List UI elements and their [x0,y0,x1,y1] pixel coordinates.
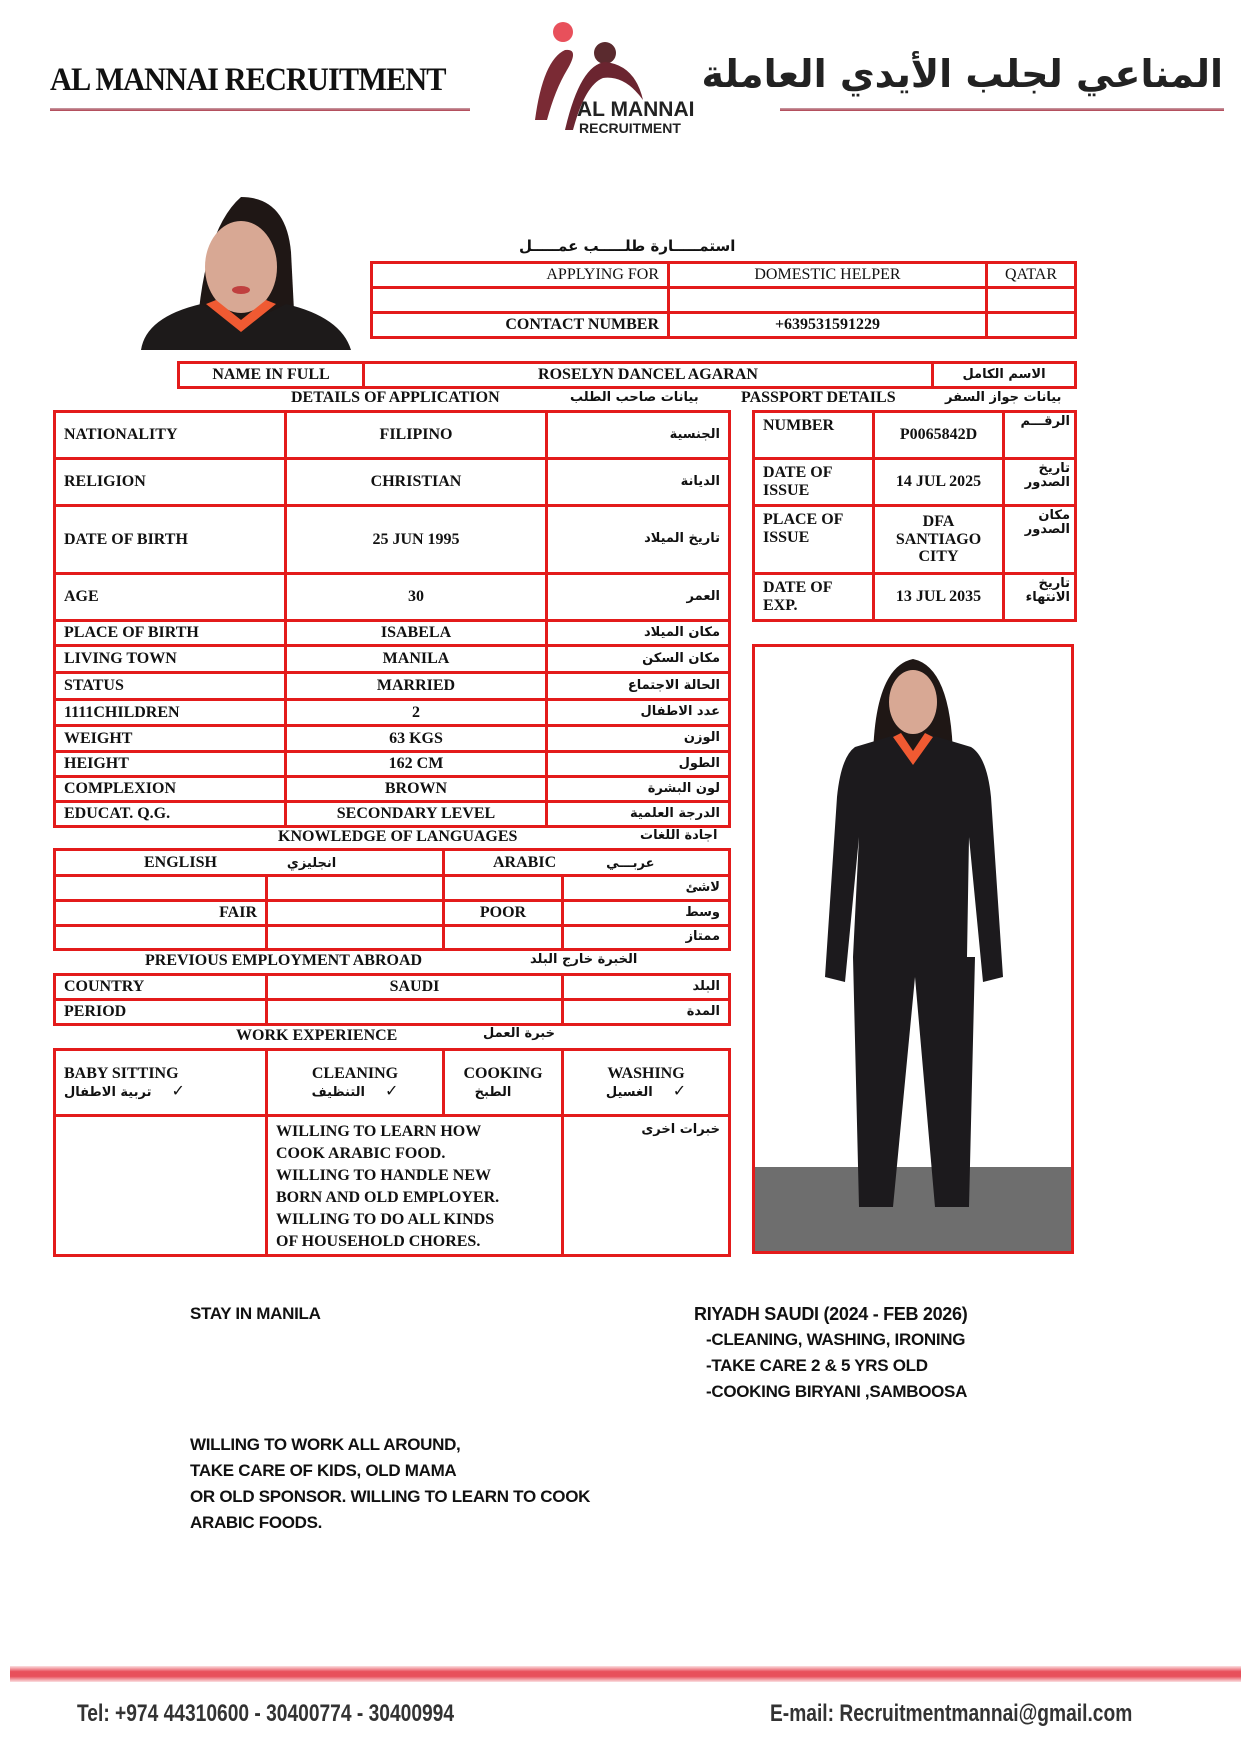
details-row [55,459,730,506]
detail-value: 30 [286,574,547,621]
details-row [55,574,730,621]
detail-value: 162 CM [286,752,547,777]
passport-row [754,459,1076,506]
detail-label: RELIGION [55,459,286,506]
footer-email: E-mail: Recruitmentmannai@gmail.com [770,1700,1133,1727]
stay-note: STAY IN MANILA [190,1304,321,1323]
arabic-level: POOR [444,901,563,926]
details-row [55,802,730,827]
skill-name-ar: التنظيف [311,1084,365,1100]
level-none-ar: لاشئ [563,876,730,901]
contact-label: CONTACT NUMBER [372,313,669,338]
form-title-ar: استمـــــارة طلـــــب عمـــــل [519,237,736,255]
other-experience-line: WILLING TO HANDLE NEW [276,1167,492,1184]
employment-heading: PREVIOUS EMPLOYMENT ABROAD [145,952,423,969]
experience-line: -COOKING BIRYANI ,SAMBOOSA [706,1382,968,1401]
other-experience-line: COOK ARABIC FOOD. [276,1145,446,1162]
detail-label-ar: العمر [547,574,730,621]
arabic-label: ARABIC [493,853,557,871]
detail-label-ar: تاريخ الميلاد [547,506,730,574]
detail-label-ar: الحالة الاجتماع [547,673,730,700]
detail-value: CHRISTIAN [286,459,547,506]
passport-label: PLACE OF ISSUE [754,506,874,574]
level-fair-ar: وسط [563,901,730,926]
other-experience-line: WILLING TO DO ALL KINDS [276,1211,495,1228]
name-label: NAME IN FULL [179,363,364,388]
detail-value: SECONDARY LEVEL [286,802,547,827]
applicant-portrait-photo [141,192,351,350]
skill-name: CLEANING [311,1064,399,1082]
passport-row [754,506,1076,574]
work-heading-ar: خبرة العمل [483,1026,555,1041]
country-label: COUNTRY [55,975,267,1000]
detail-value: BROWN [286,777,547,802]
detail-label: PLACE OF BIRTH [55,621,286,646]
header-underline-left [50,108,470,111]
work-heading: WORK EXPERIENCE [236,1027,398,1044]
detail-label-ar: الطول [547,752,730,777]
skill-name: BABY SITTING [64,1064,179,1082]
logo-subtext: RECRUITMENT [579,120,681,136]
passport-label-ar: تاريخ الصدور [1004,459,1076,506]
details-heading-ar: بيانات صاحب الطلب [570,390,699,405]
period-label: PERIOD [55,1000,267,1025]
detail-value: ISABELA [286,621,547,646]
willing-line: ARABIC FOODS. [190,1513,323,1532]
experience-line: -CLEANING, WASHING, IRONING [706,1330,966,1349]
detail-label-ar: الدرجة العلمية [547,802,730,827]
detail-label: LIVING TOWN [55,646,286,673]
languages-heading-ar: اجادة اللغات [640,828,718,843]
applicant-full-photo [752,644,1074,1254]
details-row [55,752,730,777]
footer-phone: Tel: +974 44310600 - 30400774 - 30400994 [77,1700,455,1727]
company-logo [525,20,745,145]
detail-label-ar: لون البشرة [547,777,730,802]
english-level: FAIR [55,901,267,926]
passport-value: DFA SANTIAGO CITY [874,506,1004,574]
detail-label: 1111CHILDREN [55,700,286,726]
details-row [55,700,730,726]
passport-label: NUMBER [754,412,874,459]
experience-title: RIYADH SAUDI (2024 - FEB 2026) [694,1304,968,1324]
detail-label: COMPLEXION [55,777,286,802]
country-value: SAUDI [267,975,563,1000]
detail-label: AGE [55,574,286,621]
company-name-en: AL MANNAI RECRUITMENT [50,62,446,98]
detail-label: EDUCAT. Q.G. [55,802,286,827]
other-experience-line: OF HOUSEHOLD CHORES. [276,1233,481,1250]
logo-text: AL MANNAI [577,98,695,121]
contact-value: +639531591229 [669,313,987,338]
skill-name-ar: الطبخ [474,1084,512,1100]
check-icon: ✓ [171,1082,185,1100]
details-row [55,726,730,752]
work-table [53,1048,731,1257]
employment-heading-ar: الخبرة خارج البلد [530,952,638,967]
detail-value: 25 JUN 1995 [286,506,547,574]
applying-for-value: DOMESTIC HELPER [669,263,987,288]
other-experience-line: BORN AND OLD EMPLOYER. [276,1189,500,1206]
company-name-ar: المناعي لجلب الأيدي العاملة [701,52,1223,96]
passport-value: 14 JUL 2025 [874,459,1004,506]
detail-label: NATIONALITY [55,412,286,459]
passport-row [754,574,1076,621]
name-label-ar: الاسم الكامل [933,363,1076,388]
detail-label-ar: الوزن [547,726,730,752]
period-label-ar: المدة [563,1000,730,1025]
name-table [177,361,1077,389]
detail-value: FILIPINO [286,412,547,459]
level-excellent-ar: ممتاز [563,926,730,950]
detail-label-ar: الديانة [547,459,730,506]
details-row [55,506,730,574]
passport-label: DATE OF ISSUE [754,459,874,506]
passport-value: 13 JUL 2035 [874,574,1004,621]
skill-cell [444,1050,563,1116]
name-value: ROSELYN DANCEL AGARAN [364,363,933,388]
employment-table [53,973,731,1026]
skill-name-ar: الغسيل [605,1084,653,1100]
footer-bar [10,1666,1241,1682]
passport-row [754,412,1076,459]
skill-cell [563,1050,730,1116]
applying-country: QATAR [987,263,1076,288]
passport-heading: PASSPORT DETAILS [741,389,896,406]
detail-label-ar: الجنسية [547,412,730,459]
details-table [53,410,731,828]
willing-line: TAKE CARE OF KIDS, OLD MAMA [190,1461,457,1480]
other-experience [267,1116,563,1256]
languages-table [53,848,731,951]
detail-label: WEIGHT [55,726,286,752]
details-row [55,777,730,802]
experience-line: -TAKE CARE 2 & 5 YRS OLD [706,1356,928,1375]
details-row [55,412,730,459]
other-experience-ar: خبرات اخرى [563,1116,730,1256]
skill-cell [55,1050,267,1116]
detail-label: DATE OF BIRTH [55,506,286,574]
detail-value: 63 KGS [286,726,547,752]
applying-for-label: APPLYING FOR [372,263,669,288]
details-row [55,673,730,700]
skill-name-ar: تربية الاطفال [64,1084,152,1100]
header-underline-right [780,108,1224,111]
passport-label-ar: مكان الصدور [1004,506,1076,574]
english-label: ENGLISH [144,853,217,871]
willing-line: OR OLD SPONSOR. WILLING TO LEARN TO COOK [190,1487,591,1506]
english-label-ar: انجليزي [286,855,337,871]
check-icon: ✓ [385,1082,399,1100]
detail-label: HEIGHT [55,752,286,777]
detail-value: 2 [286,700,547,726]
skill-cell [267,1050,444,1116]
detail-value: MARRIED [286,673,547,700]
skill-name: WASHING [607,1064,685,1082]
detail-value: MANILA [286,646,547,673]
passport-label: DATE OF EXP. [754,574,874,621]
other-experience-line: WILLING TO LEARN HOW [276,1123,482,1140]
detail-label-ar: مكان الميلاد [547,621,730,646]
detail-label-ar: عدد الاطفال [547,700,730,726]
check-icon: ✓ [672,1082,687,1100]
skill-name: COOKING [463,1064,543,1082]
languages-heading: KNOWLEDGE OF LANGUAGES [278,828,518,845]
passport-label-ar: الرقـــم [1004,412,1076,459]
detail-label-ar: مكان السكن [547,646,730,673]
country-label-ar: البلد [563,975,730,1000]
arabic-label-ar: عربـــي [606,855,655,871]
passport-table [752,410,1077,622]
experience-lines [706,1327,967,1405]
details-heading: DETAILS OF APPLICATION [291,389,500,406]
passport-label-ar: تاريخ الانتهاء [1004,574,1076,621]
willing-line: WILLING TO WORK ALL AROUND, [190,1435,461,1454]
details-row [55,646,730,673]
willing-notes [190,1432,590,1536]
detail-label: STATUS [55,673,286,700]
details-row [55,621,730,646]
passport-heading-ar: بيانات جواز السفر [945,390,1062,405]
applying-table [370,261,1077,339]
passport-value: P0065842D [874,412,1004,459]
